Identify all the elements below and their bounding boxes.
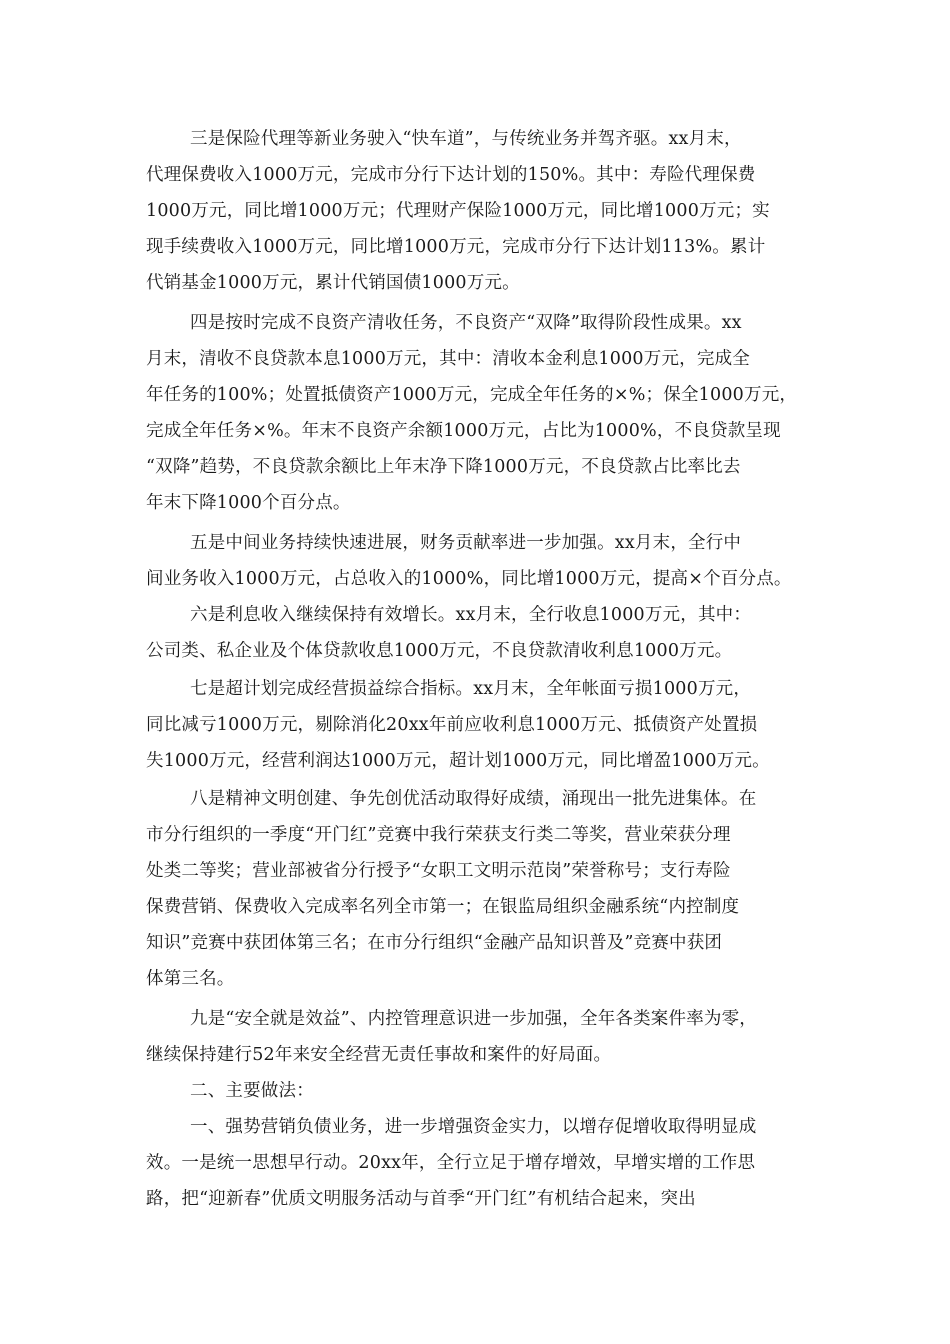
text-line: 年任务的100%；处置抵债资产1000万元，完成全年任务的×%；保全1000万元， — [146, 385, 798, 405]
text-line: 处类二等奖；营业部被省分行授予“女职工文明示范岗”荣誉称号；支行寿险 — [146, 861, 731, 881]
text-line: 体第三名。 — [146, 969, 235, 989]
text-line: 八是精神文明创建、争先创优活动取得好成绩，涌现出一批先进集体。在 — [190, 789, 757, 809]
text-line: 公司类、私企业及个体贷款收息1000万元，不良贷款清收利息1000万元。 — [146, 641, 733, 661]
text-line: 年末下降1000个百分点。 — [146, 493, 351, 513]
text-line: 1000万元，同比增1000万元；代理财产保险1000万元，同比增1000万元；实 — [146, 201, 770, 221]
text-line: 间业务收入1000万元，占总收入的1000%，同比增1000万元，提高×个百分点。 — [146, 569, 792, 589]
text-line: 六是利息收入继续保持有效增长。xx月末，全行收息1000万元，其中： — [190, 605, 752, 625]
text-line: 失1000万元，经营利润达1000万元，超计划1000万元，同比增盈1000万元。 — [146, 751, 770, 771]
text-line: 知识”竞赛中获团体第三名；在市分行组织“金融产品知识普及”竞赛中获团 — [146, 933, 723, 953]
text-line: 现手续费收入1000万元，同比增1000万元，完成市分行下达计划113%。累计 — [146, 237, 766, 257]
text-line: 五是中间业务持续快速进展，财务贡献率进一步加强。xx月末，全行中 — [190, 533, 742, 553]
text-line: 代销基金1000万元，累计代销国债1000万元。 — [146, 273, 520, 293]
text-line: 同比减亏1000万元，剔除消化20xx年前应收利息1000万元、抵债资产处置损 — [146, 715, 758, 735]
text-line: 路，把“迎新春”优质文明服务活动与首季“开门红”有机结合起来，突出 — [146, 1189, 696, 1209]
text-line: 四是按时完成不良资产清收任务，不良资产“双降”取得阶段性成果。xx — [190, 313, 742, 333]
text-line: 七是超计划完成经营损益综合指标。xx月末，全年帐面亏损1000万元， — [190, 679, 752, 699]
section-heading: 二、主要做法： — [190, 1081, 314, 1101]
text-line: 市分行组织的一季度“开门红”竞赛中我行荣获支行类二等奖，营业荣获分理 — [146, 825, 731, 845]
text-line: 代理保费收入1000万元，完成市分行下达计划的150%。其中：寿险代理保费 — [146, 165, 756, 185]
text-line: 月末，清收不良贷款本息1000万元，其中：清收本金利息1000万元，完成全 — [146, 349, 750, 369]
text-line: 效。一是统一思想早行动。20xx年，全行立足于增存增效，早增实增的工作思 — [146, 1153, 756, 1173]
text-line: “双降”趋势，不良贷款余额比上年末净下降1000万元，不良贷款占比率比去 — [146, 457, 741, 477]
text-line: 继续保持建行52年来安全经营无责任事故和案件的好局面。 — [146, 1045, 612, 1065]
text-line: 保费营销、保费收入完成率名列全市第一；在银监局组织金融系统“内控制度 — [146, 897, 740, 917]
text-line: 完成全年任务×%。年末不良资产余额1000万元，占比为1000%，不良贷款呈现 — [146, 421, 781, 441]
text-line: 一、强势营销负债业务，进一步增强资金实力，以增存促增收取得明显成 — [190, 1117, 757, 1137]
text-line: 三是保险代理等新业务驶入“快车道”，与传统业务并驾齐驱。xx月末， — [190, 129, 742, 149]
text-line: 九是“安全就是效益”、内控管理意识进一步加强，全年各类案件率为零， — [190, 1009, 757, 1029]
